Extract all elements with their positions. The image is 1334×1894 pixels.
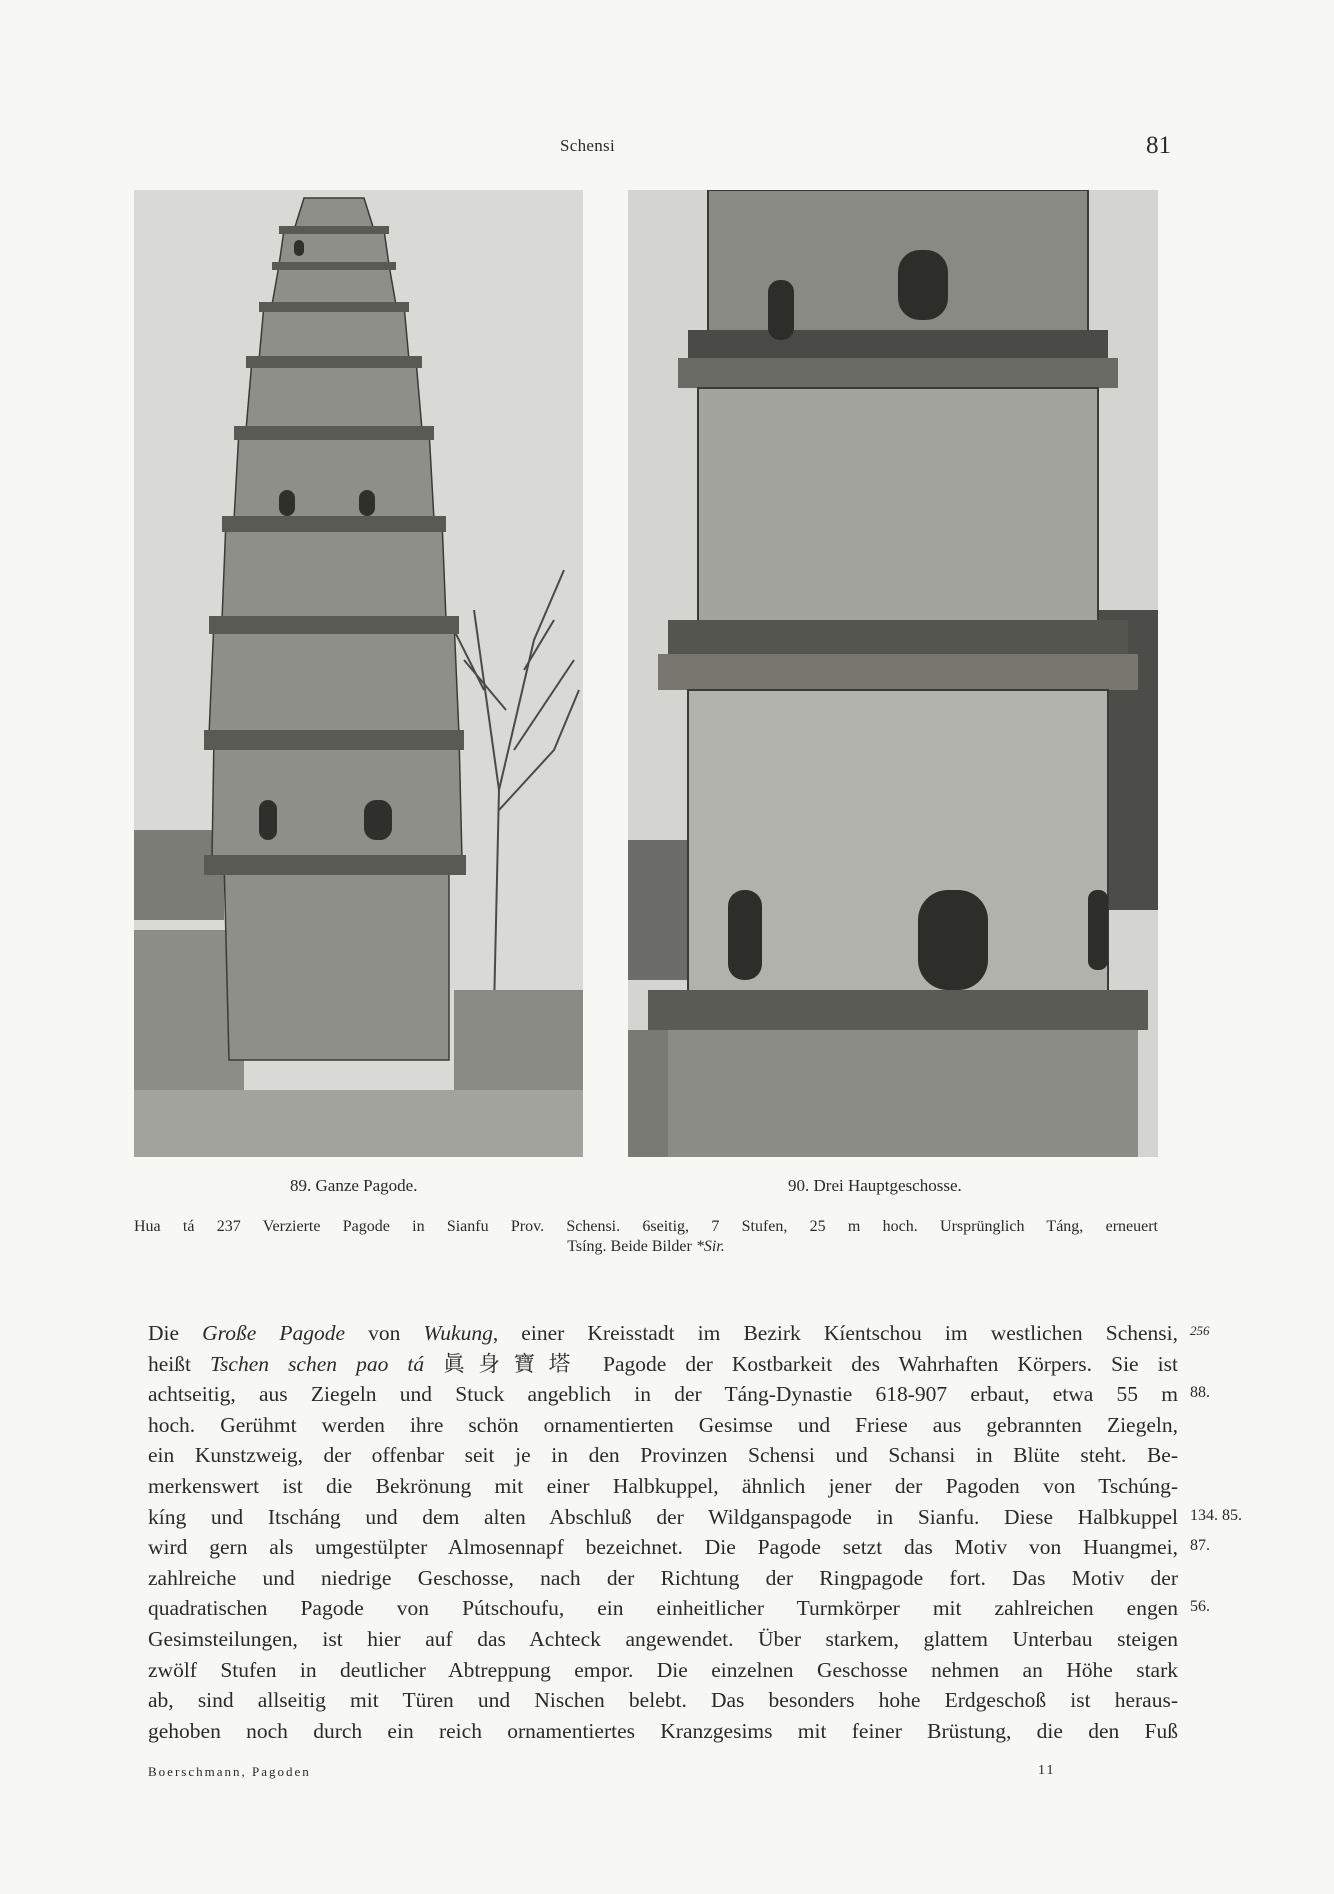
body-line: zahlreiche und niedrige Geschosse, nach der Richtung der Ringpagode fort. Das Motiv der bbox=[148, 1565, 1178, 1590]
margin-note: 134. 85. bbox=[1190, 1507, 1242, 1524]
body-line: zwölf Stufen in deutlicher Abtreppung empor. Die einzelnen Geschosse nehmen an Höhe stark bbox=[148, 1657, 1178, 1682]
photo-three-main-stories bbox=[628, 190, 1158, 1157]
plate-caption-line-2-text: Tsíng. Beide Bilder bbox=[567, 1238, 696, 1255]
page-number: 81 bbox=[1146, 132, 1171, 159]
body-line bbox=[148, 1318, 1178, 1349]
plate-caption-line-2 bbox=[134, 1237, 1158, 1257]
running-head: Schensi bbox=[560, 136, 615, 155]
figure-90-caption: 90. Drei Hauptgeschosse. bbox=[788, 1176, 962, 1195]
footer-signature-mark: 11 bbox=[1038, 1763, 1056, 1778]
body-line bbox=[148, 1349, 1178, 1380]
plate-caption bbox=[134, 1217, 1158, 1257]
body-line: Gesimsteilungen, ist hier auf das Achteck angewendet. Über starkem, glattem Unterbau steigen bbox=[148, 1626, 1178, 1651]
body-line: achtseitig, aus Ziegeln und Stuck angeblich in der Táng-Dynastie 618-907 erbaut, etwa 55 m bbox=[148, 1382, 1178, 1407]
margin-note: 256 bbox=[1190, 1323, 1210, 1338]
photo-whole-pagoda bbox=[134, 190, 583, 1157]
text-run: 眞身寶塔 Pagode der Kostbarkeit des Wahrhaften Körpers. Sie ist bbox=[424, 1351, 1178, 1376]
text-run: von bbox=[345, 1321, 424, 1345]
body-line: kíng und Itscháng und dem alten Abschluß der Wildganspagode in Sianfu. Diese Halbkuppel bbox=[148, 1504, 1178, 1529]
italic-term: Tschen schen pao tá bbox=[210, 1351, 425, 1376]
margin-note: 88. bbox=[1190, 1384, 1210, 1401]
text-run: heißt bbox=[148, 1351, 211, 1376]
body-line: merkenswert ist die Bekrönung mit einer Halbkuppel, ähnlich jener der Pagoden von Tschúng- bbox=[148, 1473, 1178, 1498]
text-run: Die bbox=[148, 1321, 203, 1345]
body-line: ein Kunstzweig, der offenbar seit je in den Provinzen Schensi und Schansi in Blüte steht. Be- bbox=[148, 1443, 1178, 1468]
body-line: wird gern als umgestülpter Almosennapf bezeichnet. Die Pagode setzt das Motiv von Huangmei, bbox=[148, 1535, 1178, 1560]
photo-credit: *Sir. bbox=[695, 1238, 725, 1255]
body-line: ab, sind allseitig mit Türen und Nischen belebt. Das besonders hohe Erdgeschoß ist heraus- bbox=[148, 1688, 1178, 1713]
margin-note: 87. bbox=[1190, 1537, 1210, 1554]
body-line: hoch. Gerühmt werden ihre schön ornamentierten Gesimse und Friese aus gebrannten Ziegeln, bbox=[148, 1412, 1178, 1437]
body-line: quadratischen Pagode von Pútschoufu, ein einheitlicher Turmkörper mit zahlreichen engen bbox=[148, 1596, 1178, 1621]
text-run: , einer Kreisstadt im Bezirk Kíentschou im westlichen Schensi, bbox=[492, 1321, 1178, 1345]
body-paragraph bbox=[148, 1318, 1178, 1746]
italic-term: Große Pagode bbox=[202, 1321, 346, 1345]
body-line: gehoben noch durch ein reich ornamentiertes Kranzgesims mit feiner Brüstung, die den Fuß bbox=[148, 1718, 1178, 1743]
plate-caption-line-1: Hua tá 237 Verzierte Pagode in Sianfu Prov. Schensi. 6seitig, 7 Stufen, 25 m hoch. Ursprünglich Táng, erneuert bbox=[134, 1218, 1158, 1235]
margin-note: 56. bbox=[1190, 1598, 1210, 1615]
footer-author: Boerschmann, Pagoden bbox=[148, 1764, 311, 1779]
italic-term: Wukung bbox=[423, 1321, 493, 1345]
figure-89-caption: 89. Ganze Pagode. bbox=[290, 1176, 418, 1195]
